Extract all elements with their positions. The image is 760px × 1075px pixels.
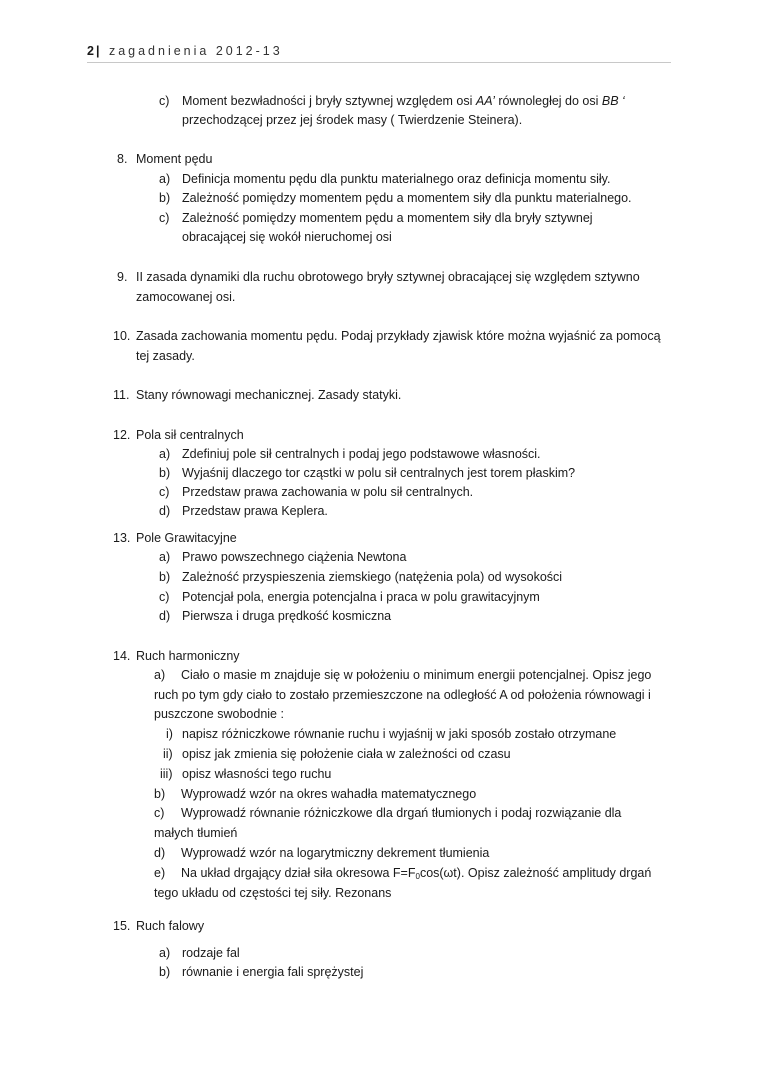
- item14-a-marker: a): [154, 668, 166, 682]
- item14-ii-text: opisz jak zmienia się położenie ciała w zależności od czasu: [182, 747, 511, 761]
- item14-c-line1: Wyprowadź równanie różniczkowe dla drgań tłumionych i podaj rozwiązanie dla: [181, 806, 622, 820]
- item15-b-text: równanie i energia fali sprężystej: [182, 965, 364, 979]
- item15-a-text: rodzaje fal: [182, 946, 240, 960]
- item8-b-marker: b): [159, 191, 171, 205]
- item11-number: 11.: [113, 388, 130, 402]
- item9-number: 9.: [117, 270, 128, 284]
- item13-b-marker: b): [159, 570, 171, 584]
- item8-a-text: Definicja momentu pędu dla punktu materialnego oraz definicja momentu siły.: [182, 172, 611, 186]
- item14-e-line2: tego układu od częstości tej siły. Rezonans: [154, 886, 392, 900]
- item14-b-marker: b): [154, 787, 166, 801]
- item7c-line2: przechodzącej przez jej środek masy ( Twierdzenie Steinera).: [182, 113, 523, 127]
- item14-number: 14.: [113, 649, 131, 663]
- item14-a-line2: ruch po tym gdy ciało to zostało przemieszczone na odległość A od położenia równowagi i: [154, 688, 651, 702]
- item14-e-marker: e): [154, 866, 166, 880]
- item14-a-line1: Ciało o masie m znajduje się w położeniu o minimum energii potencjalnej. Opisz jego: [181, 668, 652, 682]
- item12-a-text: Zdefiniuj pole sił centralnych i podaj jego podstawowe własności.: [182, 447, 541, 461]
- item14-iii-text: opisz własności tego ruchu: [182, 767, 332, 781]
- item15-b-marker: b): [159, 965, 171, 979]
- item8-b-text: Zależność pomiędzy momentem pędu a momentem siły dla punktu materialnego.: [182, 191, 632, 205]
- item15-number: 15.: [113, 919, 131, 933]
- item8-a-marker: a): [159, 172, 171, 186]
- item14-d-marker: d): [154, 846, 166, 860]
- item10-line1: Zasada zachowania momentu pędu. Podaj przykłady zjawisk które można wyjaśnić za pomocą: [136, 329, 661, 343]
- item14-iii-marker: iii): [160, 767, 173, 781]
- item13-d-text: Pierwsza i druga prędkość kosmiczna: [182, 609, 392, 623]
- item13-d-marker: d): [159, 609, 171, 623]
- item14-title: Ruch harmoniczny: [136, 649, 240, 663]
- header-title: zagadnienia 2012-13: [108, 44, 283, 58]
- item9-line1: II zasada dynamiki dla ruchu obrotowego bryły sztywnej obracającej się względem sztywno: [136, 270, 640, 284]
- item14-d-text: Wyprowadź wzór na logarytmiczny dekrement tłumienia: [181, 846, 490, 860]
- item13-title: Pole Grawitacyjne: [136, 531, 237, 545]
- item12-a-marker: a): [159, 447, 171, 461]
- item12-title: Pola sił centralnych: [136, 428, 244, 442]
- item14-b-text: Wyprowadź wzór na okres wahadła matematycznego: [181, 787, 477, 801]
- item11-text: Stany równowagi mechanicznej. Zasady statyki.: [136, 388, 402, 402]
- item12-c-marker: c): [159, 485, 170, 499]
- item14-a-line3: puszczone swobodnie :: [154, 707, 284, 721]
- item13-a-marker: a): [159, 550, 171, 564]
- item13-b-text: Zależność przyspieszenia ziemskiego (natężenia pola) od wysokości: [182, 570, 563, 584]
- item13-a-text: Prawo powszechnego ciążenia Newtona: [182, 550, 407, 564]
- item14-c-line2: małych tłumień: [154, 826, 238, 840]
- item15-a-marker: a): [159, 946, 171, 960]
- item14-i-marker: i): [166, 727, 173, 741]
- item14-i-text: napisz różniczkowe równanie ruchu i wyjaśnij w jaki sposób zostało otrzymane: [182, 727, 617, 741]
- item8-c-text: Zależność pomiędzy momentem pędu a momentem siły dla bryły sztywnej: [182, 211, 593, 225]
- item12-d-text: Przedstaw prawa Keplera.: [182, 504, 328, 518]
- item15-title: Ruch falowy: [136, 919, 205, 933]
- item8-number: 8.: [117, 152, 128, 166]
- page-number: 2: [87, 44, 94, 58]
- item10-number: 10.: [113, 329, 131, 343]
- item12-b-text: Wyjaśnij dlaczego tor cząstki w polu sił centralnych jest torem płaskim?: [182, 466, 576, 480]
- page-header: [87, 44, 671, 63]
- item12-b-marker: b): [159, 466, 171, 480]
- item13-c-text: Potencjał pola, energia potencjalna i praca w polu grawitacyjnym: [182, 590, 540, 604]
- item14-c-marker: c): [154, 806, 165, 820]
- item10-line2: tej zasady.: [136, 349, 195, 363]
- item12-number: 12.: [113, 428, 131, 442]
- item7c-line1: Moment bezwładności j bryły sztywnej względem osi AA’ równoległej do osi BB ‘: [182, 94, 625, 108]
- item8-title: Moment pędu: [136, 152, 213, 166]
- item14-e-line1: Na układ drgający dział siła okresowa $F=F_0\cos(\omega t)$. Opisz zależność amplitudy drgań: [181, 866, 652, 881]
- header-separator: |: [95, 44, 100, 58]
- item9-line2: zamocowanej osi.: [136, 290, 236, 304]
- item13-number: 13.: [113, 531, 131, 545]
- item13-c-marker: c): [159, 590, 170, 604]
- item8-c-line2: obracającej się wokół nieruchomej osi: [182, 230, 392, 244]
- item14-ii-marker: ii): [163, 747, 173, 761]
- item8-c-marker: c): [159, 211, 170, 225]
- item12-c-text: Przedstaw prawa zachowania w polu sił centralnych.: [182, 485, 474, 499]
- item7c-marker: c): [159, 94, 170, 108]
- item12-d-marker: d): [159, 504, 171, 518]
